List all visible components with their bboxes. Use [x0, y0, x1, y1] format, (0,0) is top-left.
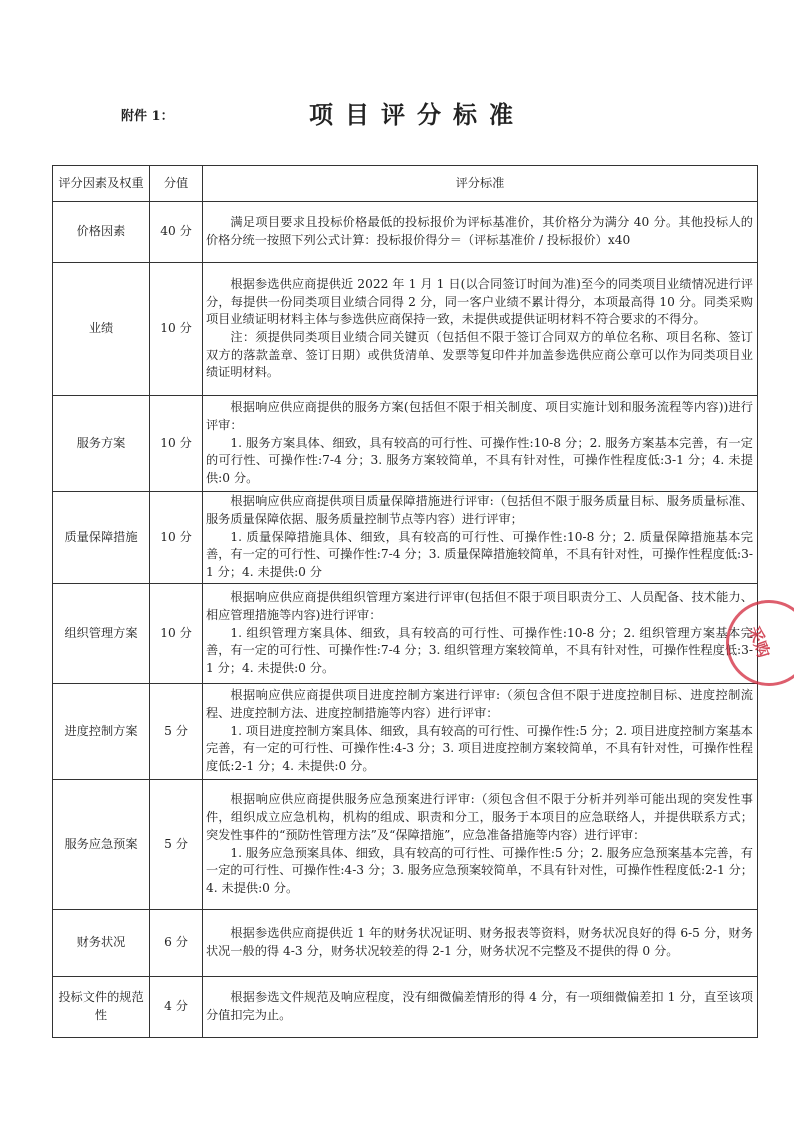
scoring-table: [52, 165, 758, 1038]
row-criteria: [203, 263, 758, 396]
row-factor: 服务方案: [53, 396, 150, 492]
row-factor: 质量保障措施: [53, 492, 150, 584]
table-row: [53, 492, 758, 584]
row-factor: 价格因素: [53, 202, 150, 263]
criteria-paragraph: 根据响应供应商提供项目质量保障措施进行评审:（包括但不限于服务质量目标、服务质量标准、服务质量保障依据、服务质量控制节点等内容）进行评审；: [206, 494, 753, 526]
criteria-paragraph: 1. 质量保障措施具体、细致，具有较高的可行性、可操作性:10-8 分；2. 质量保障措施基本完善，有一定的可行性、可操作性:7-4 分；3. 质量保障措施较简单，不具有针对性，可操作性程度低:3-1 分；4. 未提供:0 分: [206, 529, 753, 580]
row-criteria: [203, 910, 758, 977]
criteria-paragraph: 1. 项目进度控制方案具体、细致，具有较高的可行性、可操作性:5 分；2. 项目进度控制方案基本完善，有一定的可行性、可操作性:4-3 分；3. 项目进度控制方案较简单，不具有针对性，可操作性程度低:2-1 分；4. 未提供:0 分。: [206, 723, 753, 774]
criteria-paragraph: 根据参选供应商提供近 2022 年 1 月 1 日(以合同签订时间为准)至今的同类项目业绩情况进行评分，每提供一份同类项目业绩合同得 2 分，同一客户业绩不累计得分，本项最高得 10 分。同类采购项目业绩证明材料主体与参选供应商保持一致，未提供或提供证明材料不符合要求的不得分。: [206, 276, 753, 327]
row-criteria: [203, 396, 758, 492]
table-header-row: [53, 166, 758, 202]
criteria-paragraph: 根据参选文件规范及响应程度，没有细微偏差情形的得 4 分，有一项细微偏差扣 1 分，直至该项分值扣完为止。: [206, 990, 753, 1022]
row-score: 4 分: [150, 977, 203, 1038]
seal-stamp-text: 采购: [744, 623, 774, 661]
criteria-paragraph: 注：须提供同类项目业绩合同关键页（包括但不限于签订合同双方的单位名称、项目名称、签订双方的落款盖章、签订日期）或供货清单、发票等复印件并加盖参选供应商公章可以作为同类项目业绩证明材料。: [206, 330, 753, 380]
row-factor: 组织管理方案: [53, 584, 150, 684]
page-title: 项目评分标准: [309, 100, 525, 129]
criteria-paragraph: 根据响应供应商提供项目进度控制方案进行评审:（须包含但不限于进度控制目标、进度控制流程、进度控制方法、进度控制措施等内容）进行评审：: [206, 688, 753, 720]
row-factor: 进度控制方案: [53, 684, 150, 780]
row-score: 10 分: [150, 396, 203, 492]
row-factor: 财务状况: [53, 910, 150, 977]
column-header-factor: 评分因素及权重: [53, 166, 150, 202]
criteria-paragraph: 1. 服务应急预案具体、细致，具有较高的可行性、可操作性:5 分；2. 服务应急预案基本完善，有一定的可行性、可操作性:4-3 分；3. 服务应急预案较简单，不具有针对性，可操作性程度低:2-1 分；4. 未提供:0 分。: [206, 845, 753, 895]
row-score: 5 分: [150, 684, 203, 780]
criteria-paragraph: 根据响应供应商提供组织管理方案进行评审(包括但不限于项目职责分工、人员配备、技术能力、相应管理措施等内容)进行评审：: [206, 590, 753, 622]
row-score: 10 分: [150, 584, 203, 684]
column-header-criteria: 评分标准: [203, 166, 758, 202]
row-score: 40 分: [150, 202, 203, 263]
table-row: [53, 684, 758, 780]
row-factor: 业绩: [53, 263, 150, 396]
row-criteria: [203, 977, 758, 1038]
criteria-paragraph: 根据响应供应商提供的服务方案(包括但不限于相关制度、项目实施计划和服务流程等内容))进行评审：: [206, 400, 753, 432]
table-row: [53, 977, 758, 1038]
column-header-score: 分值: [150, 166, 203, 202]
table-row: [53, 396, 758, 492]
row-criteria: [203, 492, 758, 584]
table-row: [53, 780, 758, 910]
row-score: 10 分: [150, 492, 203, 584]
criteria-paragraph: 根据参选供应商提供近 1 年的财务状况证明、财务报表等资料，财务状况良好的得 6-5 分，财务状况一般的得 4-3 分，财务状况较差的得 2-1 分，财务状况不完整及不提供的得 0 分。: [206, 926, 753, 958]
criteria-paragraph: 1. 服务方案具体、细致，具有较高的可行性、可操作性:10-8 分；2. 服务方案基本完善，有一定的可行性、可操作性:7-4 分；3. 服务方案较简单，不具有针对性，可操作性程度低:3-1 分；4. 未提供:0 分。: [206, 435, 753, 486]
table-row: [53, 202, 758, 263]
row-criteria: [203, 684, 758, 780]
criteria-paragraph: 满足项目要求且投标价格最低的投标报价为评标基准价，其价格分为满分 40 分。其他投标人的价格分统一按照下列公式计算：投标报价得分＝（评标基准价 / 投标报价）x40: [206, 215, 753, 247]
criteria-paragraph: 1. 组织管理方案具体、细致，具有较高的可行性、可操作性:10-8 分；2. 组织管理方案基本完善，有一定的可行性、可操作性:7-4 分；3. 组织管理方案较简单，不具有针对性，可操作性程度低:3-1 分；4. 未提供:0 分。: [206, 625, 753, 676]
table-row: [53, 910, 758, 977]
row-score: 5 分: [150, 780, 203, 910]
row-score: 6 分: [150, 910, 203, 977]
criteria-paragraph: 根据响应供应商提供服务应急预案进行评审:（须包含但不限于分析并列举可能出现的突发性事件，组织成立应急机构，机构的组成、职责和分工，服务于本项目的应急联络人，并提供联系方式；突发性事件的“预防性管理方法”及“保障措施”，应急准备措施等内容）进行评审：: [206, 792, 753, 842]
attachment-label: 附件 1：: [121, 109, 174, 124]
row-score: 10 分: [150, 263, 203, 396]
row-criteria: [203, 584, 758, 684]
row-factor: 服务应急预案: [53, 780, 150, 910]
table-row: [53, 584, 758, 684]
row-criteria: [203, 780, 758, 910]
row-criteria: [203, 202, 758, 263]
table-row: [53, 263, 758, 396]
row-factor: 投标文件的规范性: [53, 977, 150, 1038]
